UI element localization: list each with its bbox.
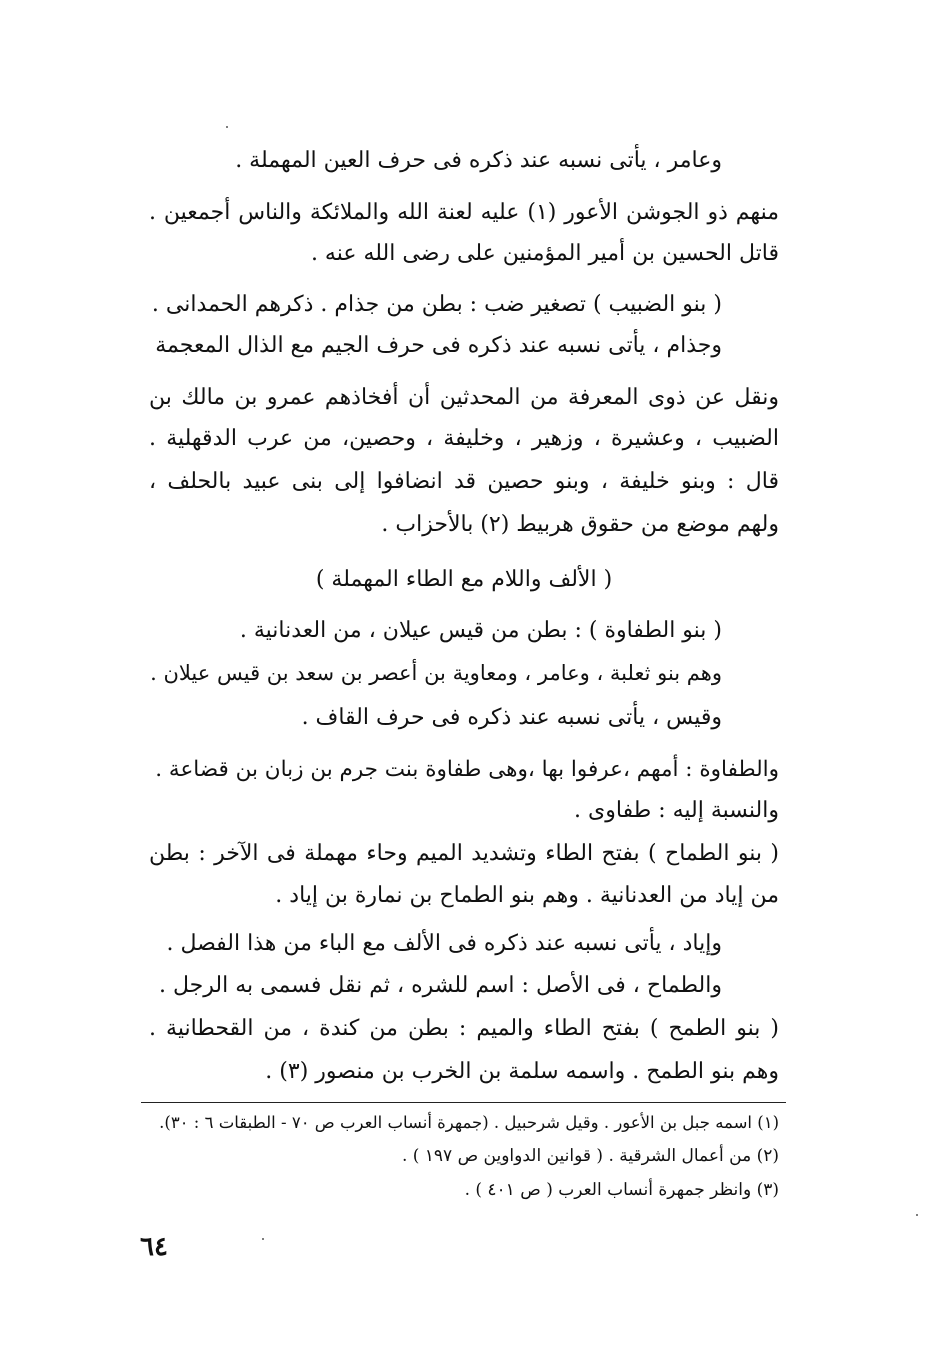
text-line: منهم ذو الجوشن الأعور (١) عليه لعنة الله والملائكة والناس أجمعين . <box>149 200 779 225</box>
section-heading-line: ( بنو الطماح ) بفتح الطاء وتشديد الميم وحاء مهملة فى الآخر : بطن <box>149 841 779 866</box>
footnote: (١) اسمه جبل بن الأعور . وقيل شرحبيل . (جمهرة أنساب العرب ص ٧٠ - الطبقات ٦ : ٣٠). <box>159 1113 779 1132</box>
footnote: (٢) من أعمال الشرقية . ( قوانين الدواوين ص ١٩٧ ) . <box>401 1146 779 1166</box>
scan-speck <box>226 126 228 128</box>
text-line: قال : وبنو خليفة ، وبنو حصين قد انضافوا إلى بنى عبيد بالحلف ، <box>149 469 779 494</box>
text-line: وجذام ، يأتى نسبه عند ذكره فى حرف الجيم مع الذال المعجمة <box>155 333 722 358</box>
section-heading-line: ( بنو الطفاوة ) : بطن من قيس عيلان ، من العدنانية . <box>239 618 722 643</box>
section-heading-line: ( بنو الضبيب ) تصغير ضب : بطن من جذام . ذكرهم الحمدانى . <box>151 292 722 317</box>
text-line: من إياد من العدنانية . وهم بنو الطماح بن نمارة بن إياد . <box>275 883 779 908</box>
scan-speck <box>916 1214 918 1216</box>
text-line: والطفاوة : أمهم ،عرفوا بها ،وهى طفاوة بنت جرم بن زبان بن قضاعة . <box>155 757 779 782</box>
section-heading-line: ( بنو الطمح ) بفتح الطاء والميم : بطن من كندة ، من القحطانية . <box>149 1016 779 1041</box>
text-line: ونقل عن ذوى المعرفة من المحدثين أن أفخاذهم عمرو بن مالك بن <box>149 385 779 410</box>
text-line: والطماح ، فى الأصل : اسم للشره ، ثم نقل فسمى به الرجل . <box>159 973 722 998</box>
text-line: والنسبة إليه : طفاوى . <box>574 798 779 823</box>
footnote-divider <box>141 1102 786 1103</box>
text-line: وقيس ، يأتى نسبه عند ذكره فى حرف القاف . <box>301 705 722 730</box>
text-line: وعامر ، يأتى نسبه عند ذكره فى حرف العين المهملة . <box>235 148 722 173</box>
text-line: وإياد ، يأتى نسبه عند ذكره فى الألف مع الباء من هذا الفصل . <box>166 931 722 956</box>
text-line: وهم بنو ثعلبة ، وعامر ، ومعاوية بن أعصر بن سعد بن قيس عيلان . <box>150 661 722 685</box>
text-line: الضبيب ، وعشيرة ، وزهير ، وخليفة ، وحصين، من عرب الدقهلية . <box>149 426 779 451</box>
scan-speck <box>262 1238 264 1240</box>
text-line: وهم بنو الطمح . واسمه سلمة بن الخرب بن منصور (٣) . <box>265 1059 779 1084</box>
text-line: ولهم موضع من حقوق هربيط (٢) بالأحزاب . <box>381 512 779 537</box>
footnote: (٣) وانظر جمهرة أنساب العرب ( ص ٤٠١ ) . <box>464 1180 779 1200</box>
page-number: ٦٤ <box>140 1232 168 1262</box>
chapter-heading: ( الألف واللام مع الطاء المهملة ) <box>315 567 613 592</box>
text-line: قاتل الحسين بن أمير المؤمنين على رضى الله عنه . <box>310 241 779 266</box>
